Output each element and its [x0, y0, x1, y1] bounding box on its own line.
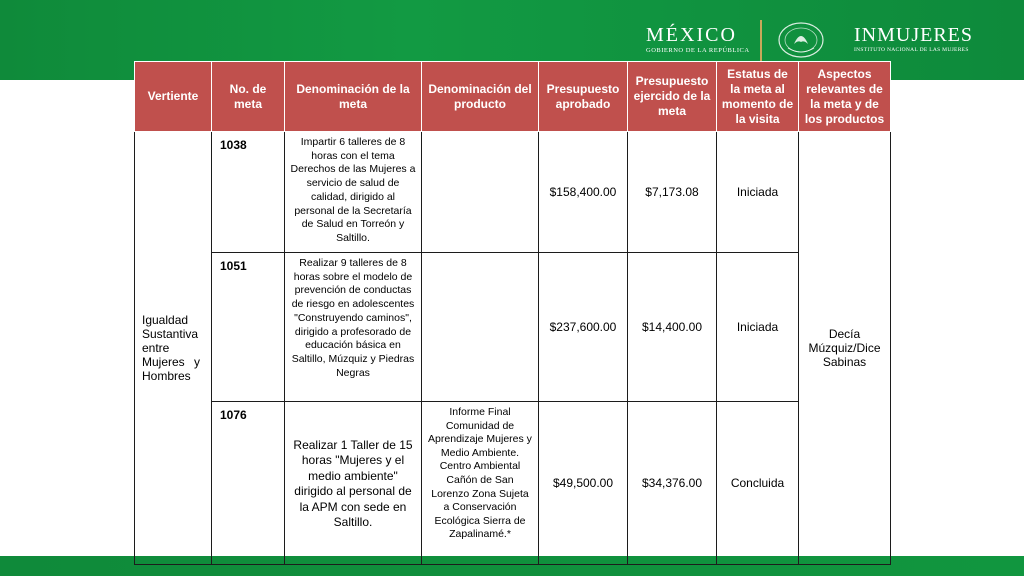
header-logos — [640, 18, 1020, 64]
col-header-no-meta: No. de meta — [212, 62, 285, 132]
vertiente-line: entre — [142, 341, 170, 355]
mexico-subtitle: GOBIERNO DE LA REPÚBLICA — [646, 47, 750, 54]
meta-number: 1076 — [212, 402, 285, 565]
meta-number: 1051 — [212, 253, 285, 402]
meta-description: Impartir 6 talleres de 8 horas con el tema Derechos de las Mujeres a servicio de salud de calidad, dirigido al personal de la Secretaría de Salud en Torreón y Saltillo. — [285, 132, 422, 253]
budget-spent: $14,400.00 — [628, 253, 717, 402]
status-cell: Iniciada — [717, 253, 799, 402]
vertiente-line: y — [194, 355, 200, 369]
table-row — [135, 253, 891, 402]
coat-of-arms-icon — [770, 18, 832, 60]
table-row — [135, 402, 891, 565]
vertiente-cell — [135, 132, 212, 565]
budget-approved: $158,400.00 — [539, 132, 628, 253]
budget-approved: $237,600.00 — [539, 253, 628, 402]
product-description — [422, 132, 539, 253]
meta-number: 1038 — [212, 132, 285, 253]
inmujeres-subtitle: INSTITUTO NACIONAL DE LAS MUJERES — [854, 47, 969, 53]
status-cell: Iniciada — [717, 132, 799, 253]
aspectos-cell: Decía Múzquiz/Dice Sabinas — [799, 132, 891, 565]
meta-description: Realizar 1 Taller de 15 horas "Mujeres y el medio ambiente" dirigido al personal de la APM con sede en Saltillo. — [285, 402, 422, 565]
col-header-presupuesto-ejercido: Presupuesto ejercido de la meta — [628, 62, 717, 132]
col-header-presupuesto-aprobado: Presupuesto aprobado — [539, 62, 628, 132]
logo-divider — [760, 20, 762, 62]
budget-spent: $7,173.08 — [628, 132, 717, 253]
vertiente-line: Mujeres — [142, 355, 185, 369]
table-row — [135, 132, 891, 253]
product-description — [422, 253, 539, 402]
meta-description: Realizar 9 talleres de 8 horas sobre el modelo de prevención de conductas de riesgo en adolescentes "Construyendo caminos", dirigido a profesorado de educación básica en Saltillo, Múzquiz y Piedras Negras — [285, 253, 422, 402]
vertiente-line: Igualdad — [142, 313, 189, 327]
col-header-vertiente: Vertiente — [135, 62, 212, 132]
vertiente-line: Hombres — [142, 369, 191, 383]
col-header-denominacion-meta: Denominación de la meta — [285, 62, 422, 132]
col-header-estatus: Estatus de la meta al momento de la visita — [717, 62, 799, 132]
vertiente-line: Sustantiva — [142, 327, 199, 341]
status-cell: Concluida — [717, 402, 799, 565]
col-header-denominacion-producto: Denominación del producto — [422, 62, 539, 132]
inmujeres-wordmark: INMUJERES — [854, 24, 974, 46]
mexico-wordmark: MÉXICO — [646, 24, 737, 46]
budget-approved: $49,500.00 — [539, 402, 628, 565]
budget-spent: $34,376.00 — [628, 402, 717, 565]
col-header-aspectos: Aspectos relevantes de la meta y de los productos — [799, 62, 891, 132]
goals-table — [134, 61, 891, 565]
vertiente-line-group — [142, 355, 206, 369]
header-row — [135, 62, 891, 132]
product-description: Informe Final Comunidad de Aprendizaje Mujeres y Medio Ambiente. Centro Ambiental Cañón de San Lorenzo Zona Sujeta a Conservación Ecológica Sierra de Zapalinamé.* — [422, 402, 539, 565]
